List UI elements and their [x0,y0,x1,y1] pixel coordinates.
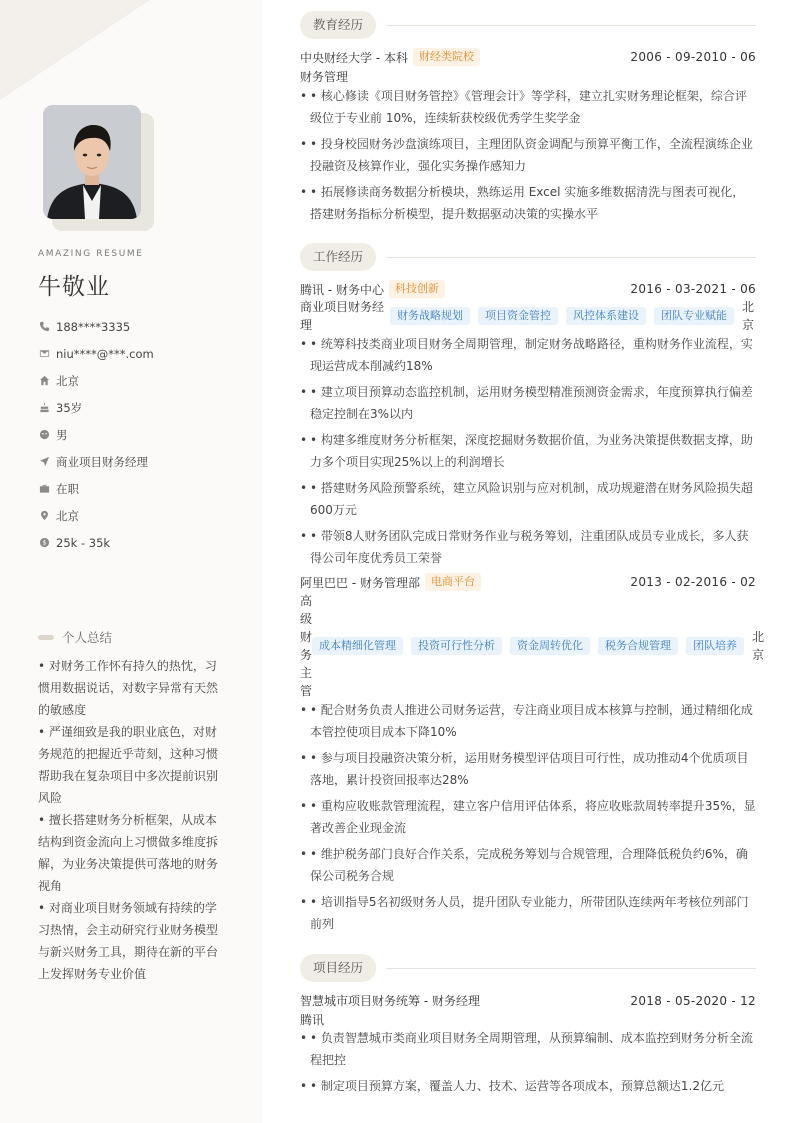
job-date: 2016 - 03-2021 - 06 [630,282,756,296]
gender-icon [38,429,50,441]
school-tag: 财经类院校 [413,48,480,66]
job-city: 北京 [752,630,765,662]
skill-tag: 项目资金管控 [478,307,558,325]
list-item: • • 构建多维度财务分析框架，深度挖掘财务数据价值，为业务决策提供数据支撑，助力多个项目实现25%以上的利润增长 [300,433,753,469]
info-text: 在职 [56,481,79,496]
job-entry-header [300,280,756,298]
job-city: 北京 [742,300,755,332]
company-tag: 电商平台 [425,573,481,591]
info-status [38,475,248,502]
job-role-row [300,298,756,334]
info-phone [38,313,248,340]
summary-bar-icon [38,635,54,640]
company-tag: 科技创新 [389,280,445,298]
section-title: 工作经历 [300,243,376,271]
info-text: 188****3335 [56,319,131,334]
job-bullets [300,699,756,939]
skill-tag: 风控体系建设 [566,307,646,325]
section-title: 项目经历 [300,954,376,982]
job-role: 商业项目财务经理 [300,300,385,332]
info-text: 男 [56,427,68,442]
skill-tag: 投资可行性分析 [411,637,502,655]
list-item: • • 负责智慧城市类商业项目财务全周期管理，从预算编制、成本监控到财务分析全流程把控 [300,1031,753,1067]
location-icon [38,510,50,522]
info-text: 35岁 [56,400,83,415]
work-section-header [300,243,756,271]
info-text: 北京 [56,508,79,523]
job-role-row [300,592,765,700]
list-item: • • 拓展修读商务数据分析模块，熟练运用 Excel 实施多维数据清洗与图表可视化，搭建财务指标分析模型，提升数据驱动决策的实操水平 [300,185,745,221]
cake-icon [38,402,50,414]
contact-info-list [38,313,248,556]
job-bullets [300,333,756,573]
company-name: 腾讯 - 财务中心 [300,282,384,297]
email-icon [38,348,50,360]
school-name: 中央财经大学 - 本科 [300,50,408,65]
info-home [38,367,248,394]
list-item: • • 带领8人财务团队完成日常财务作业与税务筹划，注重团队成员专业成长，多人获得公司年度优秀员工荣誉 [300,529,749,565]
info-gender [38,421,248,448]
project-section-header [300,954,756,982]
info-location [38,502,248,529]
section-divider [386,968,756,969]
job-entry-header [300,573,756,591]
section-title: 教育经历 [300,11,376,39]
list-item: • • 维护税务部门良好合作关系，完成税务筹划与合规管理，合理降低税负约6%，确保公司税务合规 [300,847,748,883]
avatar [43,105,141,219]
job-role: 高级财务主管 [300,594,313,698]
list-item: • • 制定项目预算方案，覆盖人力、技术、运营等各项成本，预算总额达1.2亿元 [300,1079,724,1093]
svg-text:$: $ [41,538,47,547]
briefcase-icon [38,483,50,495]
salary-icon [38,537,50,549]
list-item: • • 投身校园财务沙盘演练项目，主理团队资金调配与预算平衡工作，全流程演练企业投融资及核算作业，强化实务操作感知力 [300,137,753,173]
education-section-header [300,11,756,39]
skill-tag: 团队培养 [686,637,744,655]
summary-list [38,655,220,985]
list-item: • • 重构应收账款管理流程，建立客户信用评估体系，将应收账款周转率提升35%，显著改善企业现金流 [300,799,756,835]
job-date: 2013 - 02-2016 - 02 [630,575,756,589]
list-item: • • 培训指导5名初级财务人员，提升团队专业能力，所带团队连续两年考核位列部门前列 [300,895,749,931]
summary-header [38,628,112,646]
summary-item: • 擅长搭建财务分析框架，从成本结构到资金流向上习惯做多维度拆解，为业务决策提供可落地的财务视角 [38,813,219,893]
skill-tag: 财务战略规划 [390,307,470,325]
section-divider [386,257,756,258]
project-entry-header [300,992,756,1009]
education-bullets [300,85,756,229]
info-position [38,448,248,475]
education-major: 财务管理 [300,70,349,84]
info-email [38,340,248,367]
project-bullets [300,1027,756,1101]
skill-tag: 资金周转优化 [510,637,590,655]
project-date: 2018 - 05-2020 - 12 [630,993,756,1008]
list-item: • • 建立项目预算动态监控机制，运用财务模型精准预测资金需求，年度预算执行偏差稳定控制在3%以内 [300,385,753,421]
summary-title: 个人总结 [62,630,113,645]
home-icon [38,375,50,387]
list-item: • • 搭建财务风险预警系统，建立风险识别与应对机制，成功规避潜在财务风险损失超600万元 [300,481,753,517]
info-salary [38,529,248,556]
project-name: 智慧城市项目财务统筹 - 财务经理 [300,994,480,1008]
skill-tag: 税务合规管理 [598,637,678,655]
education-entry-header [300,48,756,66]
list-item: • • 核心修读《项目财务管控》《管理会计》等学科，建立扎实财务理论框架，综合评级位于专业前 10%，连续斩获校级优秀学生奖学金 [300,89,747,125]
job-skill-tags [388,307,742,325]
summary-item: • 严谨细致是我的职业底色，对财务规范的把握近乎苛刻，这种习惯帮助我在复杂项目中多次提前识别风险 [38,725,219,805]
candidate-name: 牛敬业 [38,274,110,300]
job-skill-tags [312,637,752,655]
list-item: • • 配合财务负责人推进公司财务运营，专注商业项目成本核算与控制，通过精细化成本管控使项目成本下降10% [300,703,753,739]
brand-label: AMAZING RESUME [38,249,144,259]
info-text: 北京 [56,373,79,388]
info-text: 25k - 35k [56,535,111,550]
company-name: 阿里巴巴 - 财务管理部 [300,575,420,590]
summary-item: • 对财务工作怀有持久的热忱，习惯用数据说话，对数字异常有天然的敏感度 [38,659,219,717]
info-text: niu****@***.com [56,346,154,361]
education-date: 2006 - 09-2010 - 06 [630,50,756,64]
target-icon [38,456,50,468]
phone-icon [38,321,50,333]
list-item: • • 统筹科技类商业项目财务全周期管理，制定财务战略路径，重构财务作业流程，实现运营成本削减约18% [300,337,753,373]
list-item: • • 参与项目投融资决策分析，运用财务模型评估项目可行性，成功推动4个优质项目落地，累计投资回报率达28% [300,751,749,787]
info-text: 商业项目财务经理 [56,454,148,469]
info-age [38,394,248,421]
project-org: 腾讯 [300,1013,325,1027]
summary-item: • 对商业项目财务领域有持续的学习热情，会主动研究行业财务模型与新兴财务工具，期待在新的平台上发挥财务专业价值 [38,901,219,981]
section-divider [386,25,756,26]
skill-tag: 团队专业赋能 [654,307,734,325]
skill-tag: 成本精细化管理 [312,637,403,655]
